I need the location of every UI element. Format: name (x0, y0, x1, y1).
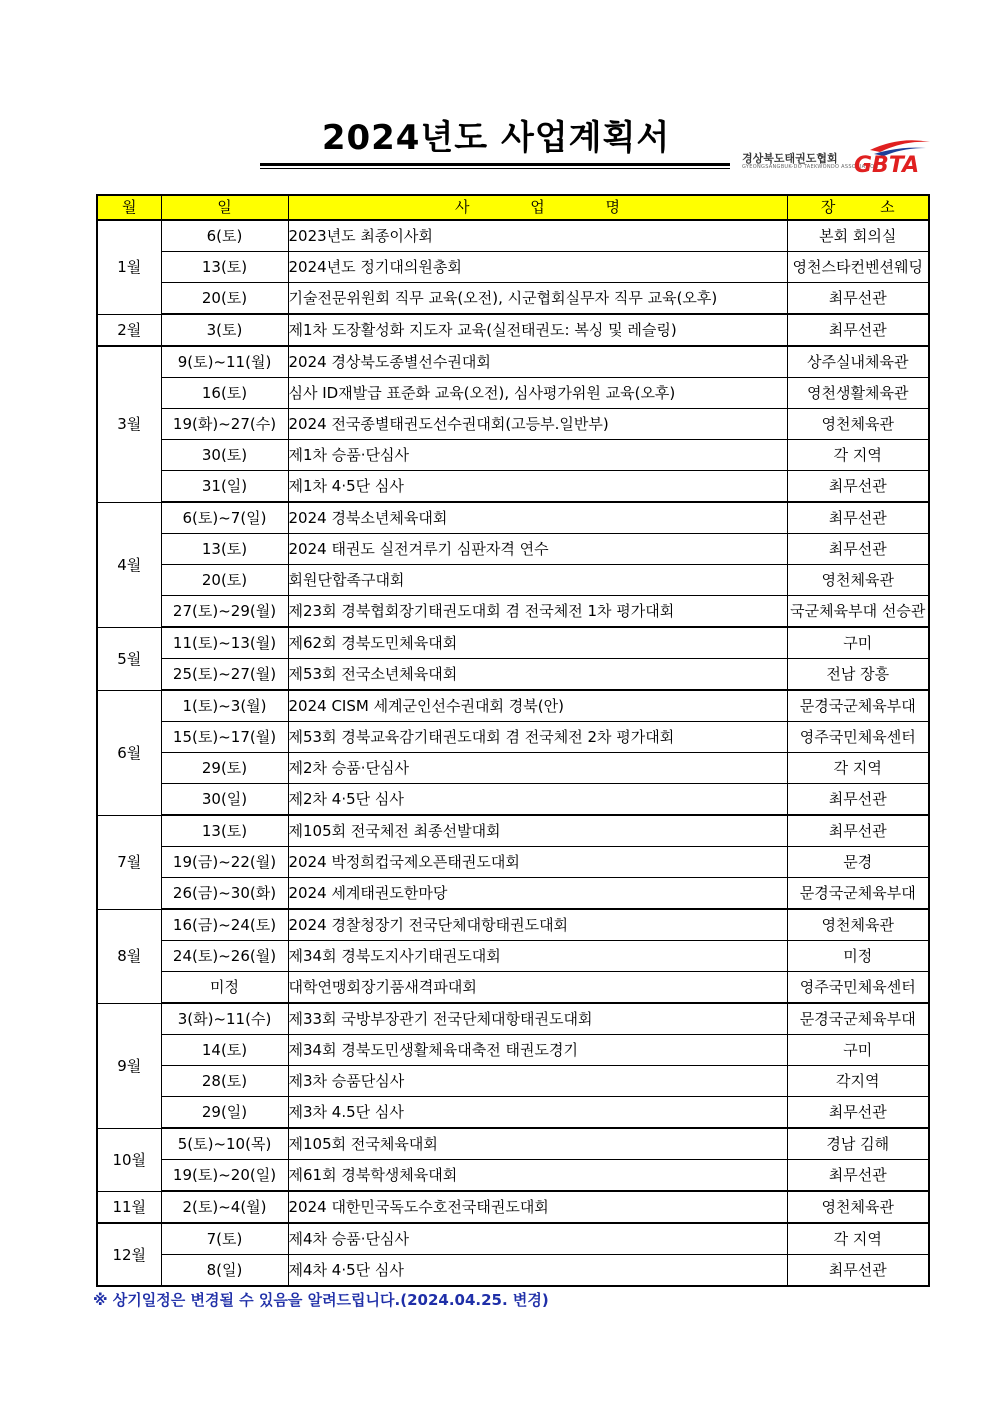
event-cell: 제3차 4.5단 심사 (288, 1097, 787, 1129)
event-cell: 기술전문위원회 직무 교육(오전), 시군협회실무자 직무 교육(오후) (288, 283, 787, 315)
association-logo-icon (850, 136, 932, 176)
table-row (97, 659, 929, 691)
place-cell: 전남 장흥 (787, 659, 929, 691)
day-cell: 24(토)~26(월) (161, 941, 288, 972)
day-cell: 19(금)~22(월) (161, 847, 288, 878)
table-row (97, 1160, 929, 1192)
place-cell: 영주국민체육센터 (787, 722, 929, 753)
place-cell: 문경국군체육부대 (787, 878, 929, 910)
day-cell: 28(토) (161, 1066, 288, 1097)
month-cell: 1월 (97, 220, 161, 314)
event-cell: 2024 세계태권도한마당 (288, 878, 787, 910)
place-cell: 국군체육부대 선승관 (787, 596, 929, 628)
day-cell: 13(토) (161, 534, 288, 565)
event-cell: 2024 경상북도종별선수권대회 (288, 346, 787, 378)
table-row (97, 784, 929, 816)
day-cell: 31(일) (161, 471, 288, 503)
event-cell: 제23회 경북협회장기태권도대회 겸 전국체전 1차 평가대회 (288, 596, 787, 628)
day-cell: 16(토) (161, 378, 288, 409)
event-cell: 제1차 도장활성화 지도자 교육(실전태권도: 복싱 및 레슬링) (288, 314, 787, 346)
day-cell: 6(토)~7(일) (161, 502, 288, 534)
table-row (97, 627, 929, 659)
title-underline (260, 163, 730, 169)
month-cell: 12월 (97, 1223, 161, 1286)
day-cell: 9(토)~11(월) (161, 346, 288, 378)
day-cell: 15(토)~17(월) (161, 722, 288, 753)
day-cell: 2(토)~4(월) (161, 1191, 288, 1223)
event-cell: 2024년도 정기대의원총회 (288, 252, 787, 283)
place-cell: 최무선관 (787, 471, 929, 503)
day-cell: 11(토)~13(월) (161, 627, 288, 659)
event-cell: 2024 CISM 세계군인선수권대회 경북(안) (288, 690, 787, 722)
table-row (97, 690, 929, 722)
event-cell: 제33회 국방부장관기 전국단체대항태권도대회 (288, 1003, 787, 1035)
header-event: 사 업 명 (288, 195, 787, 220)
place-cell: 최무선관 (787, 283, 929, 315)
day-cell: 미정 (161, 972, 288, 1004)
place-cell: 영천생활체육관 (787, 378, 929, 409)
place-cell: 상주실내체육관 (787, 346, 929, 378)
event-cell: 대학연맹회장기품새격파대회 (288, 972, 787, 1004)
table-row (97, 1255, 929, 1287)
day-cell: 29(토) (161, 753, 288, 784)
table-row (97, 534, 929, 565)
place-cell: 각지역 (787, 1066, 929, 1097)
table-row (97, 346, 929, 378)
day-cell: 6(토) (161, 220, 288, 252)
table-row (97, 314, 929, 346)
event-cell: 제1차 승품·단심사 (288, 440, 787, 471)
schedule-body (97, 220, 929, 1286)
table-row (97, 596, 929, 628)
table-row (97, 220, 929, 252)
event-cell: 2023년도 최종이사회 (288, 220, 787, 252)
place-cell: 각 지역 (787, 440, 929, 471)
day-cell: 5(토)~10(목) (161, 1128, 288, 1160)
logo-text: GBTA (854, 153, 920, 176)
event-cell: 제53회 경북교육감기태권도대회 겸 전국체전 2차 평가대회 (288, 722, 787, 753)
day-cell: 30(일) (161, 784, 288, 816)
place-cell: 문경국군체육부대 (787, 690, 929, 722)
place-cell: 영주국민체육센터 (787, 972, 929, 1004)
table-row (97, 847, 929, 878)
day-cell: 13(토) (161, 252, 288, 283)
place-cell: 최무선관 (787, 314, 929, 346)
table-row (97, 878, 929, 910)
day-cell: 19(토)~20(일) (161, 1160, 288, 1192)
table-row (97, 565, 929, 596)
table-row (97, 1035, 929, 1066)
event-cell: 제2차 승품·단심사 (288, 753, 787, 784)
event-cell: 제61회 경북학생체육대회 (288, 1160, 787, 1192)
table-row (97, 283, 929, 315)
day-cell: 16(금)~24(토) (161, 909, 288, 941)
table-row (97, 440, 929, 471)
event-cell: 제34회 경북도민생활체육대축전 태권도경기 (288, 1035, 787, 1066)
table-row (97, 1128, 929, 1160)
event-cell: 제53회 전국소년체육대회 (288, 659, 787, 691)
day-cell: 19(화)~27(수) (161, 409, 288, 440)
place-cell: 미정 (787, 941, 929, 972)
place-cell: 최무선관 (787, 502, 929, 534)
month-cell: 11월 (97, 1191, 161, 1223)
place-cell: 본회 회의실 (787, 220, 929, 252)
table-row (97, 722, 929, 753)
table-row (97, 252, 929, 283)
day-cell: 13(토) (161, 815, 288, 847)
org-subtitle: GYEONGSANGBUK-DO TAEKWONDO ASSOCIATION (742, 164, 879, 170)
day-cell: 1(토)~3(월) (161, 690, 288, 722)
event-cell: 2024 박정희컵국제오픈태권도대회 (288, 847, 787, 878)
month-cell: 7월 (97, 815, 161, 909)
table-row (97, 753, 929, 784)
place-cell: 영천체육관 (787, 909, 929, 941)
day-cell: 30(토) (161, 440, 288, 471)
table-row (97, 909, 929, 941)
table-row (97, 1003, 929, 1035)
day-cell: 26(금)~30(화) (161, 878, 288, 910)
day-cell: 14(토) (161, 1035, 288, 1066)
header-place: 장 소 (787, 195, 929, 220)
event-cell: 제3차 승품단심사 (288, 1066, 787, 1097)
event-cell: 제1차 4·5단 심사 (288, 471, 787, 503)
day-cell: 3(토) (161, 314, 288, 346)
month-cell: 5월 (97, 627, 161, 690)
place-cell: 영천체육관 (787, 1191, 929, 1223)
month-cell: 4월 (97, 502, 161, 627)
table-header-row (97, 195, 929, 220)
table-row (97, 1097, 929, 1129)
event-cell: 제105회 전국체전 최종선발대회 (288, 815, 787, 847)
place-cell: 최무선관 (787, 1097, 929, 1129)
page-title: 2024년도 사업계획서 (321, 118, 671, 158)
event-cell: 제4차 승품·단심사 (288, 1223, 787, 1255)
event-cell: 제62회 경북도민체육대회 (288, 627, 787, 659)
day-cell: 29(일) (161, 1097, 288, 1129)
event-cell: 심사 ID재발급 표준화 교육(오전), 심사평가위원 교육(오후) (288, 378, 787, 409)
table-row (97, 1223, 929, 1255)
event-cell: 제105회 전국체육대회 (288, 1128, 787, 1160)
event-cell: 제4차 4·5단 심사 (288, 1255, 787, 1287)
day-cell: 20(토) (161, 283, 288, 315)
place-cell: 각 지역 (787, 753, 929, 784)
place-cell: 각 지역 (787, 1223, 929, 1255)
event-cell: 2024 대한민국독도수호전국태권도대회 (288, 1191, 787, 1223)
day-cell: 3(화)~11(수) (161, 1003, 288, 1035)
month-cell: 9월 (97, 1003, 161, 1128)
place-cell: 최무선관 (787, 1160, 929, 1192)
event-cell: 2024 태권도 실전겨루기 심판자격 연수 (288, 534, 787, 565)
header-month: 월 (97, 195, 161, 220)
table-row (97, 1191, 929, 1223)
place-cell: 영천체육관 (787, 409, 929, 440)
event-cell: 2024 경찰청장기 전국단체대항태권도대회 (288, 909, 787, 941)
place-cell: 최무선관 (787, 815, 929, 847)
table-row (97, 502, 929, 534)
place-cell: 최무선관 (787, 784, 929, 816)
table-row (97, 815, 929, 847)
place-cell: 최무선관 (787, 534, 929, 565)
day-cell: 8(일) (161, 1255, 288, 1287)
event-cell: 회원단합족구대회 (288, 565, 787, 596)
table-row (97, 972, 929, 1004)
org-name: 경상북도태권도협회 (742, 152, 838, 165)
table-row (97, 471, 929, 503)
place-cell: 영천스타컨벤션웨딩 (787, 252, 929, 283)
event-cell: 제2차 4·5단 심사 (288, 784, 787, 816)
place-cell: 영천체육관 (787, 565, 929, 596)
place-cell: 구미 (787, 1035, 929, 1066)
day-cell: 27(토)~29(월) (161, 596, 288, 628)
header-day: 일 (161, 195, 288, 220)
place-cell: 문경 (787, 847, 929, 878)
table-row (97, 941, 929, 972)
change-notice: ※ 상기일정은 변경될 수 있음을 알려드립니다.(2024.04.25. 변경) (93, 1291, 549, 1309)
month-cell: 10월 (97, 1128, 161, 1191)
month-cell: 2월 (97, 314, 161, 346)
month-cell: 8월 (97, 909, 161, 1003)
event-cell: 제34회 경북도지사기태권도대회 (288, 941, 787, 972)
schedule-table (96, 194, 930, 1287)
month-cell: 3월 (97, 346, 161, 502)
table-row (97, 409, 929, 440)
day-cell: 7(토) (161, 1223, 288, 1255)
table-row (97, 378, 929, 409)
event-cell: 2024 전국종별태권도선수권대회(고등부.일반부) (288, 409, 787, 440)
day-cell: 20(토) (161, 565, 288, 596)
day-cell: 25(토)~27(월) (161, 659, 288, 691)
place-cell: 문경국군체육부대 (787, 1003, 929, 1035)
event-cell: 2024 경북소년체육대회 (288, 502, 787, 534)
place-cell: 경남 김해 (787, 1128, 929, 1160)
month-cell: 6월 (97, 690, 161, 815)
place-cell: 최무선관 (787, 1255, 929, 1287)
place-cell: 구미 (787, 627, 929, 659)
table-row (97, 1066, 929, 1097)
